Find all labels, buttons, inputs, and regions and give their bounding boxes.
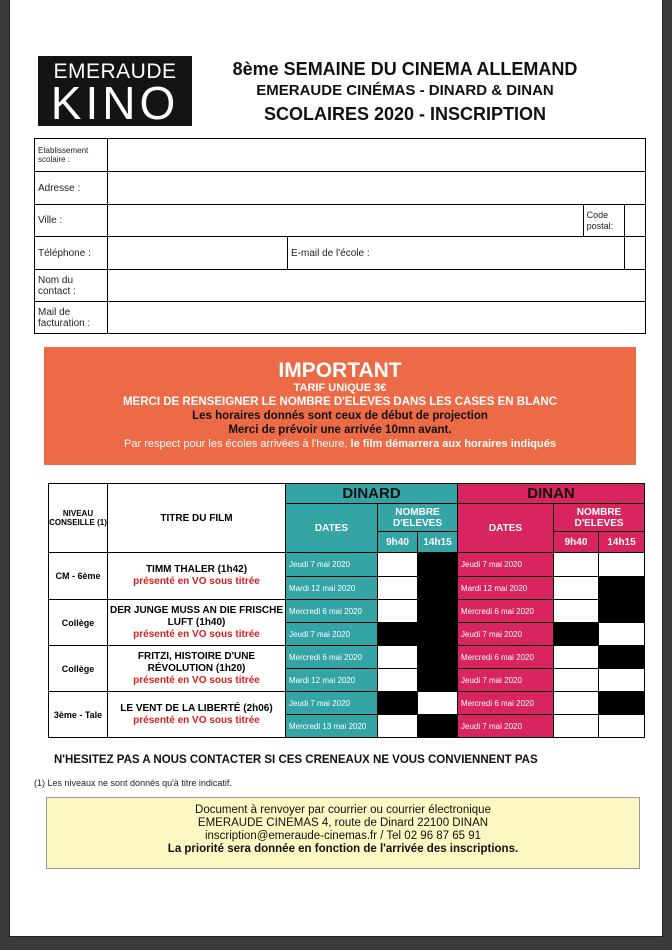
dinard-dates-header: DATES — [286, 504, 378, 553]
film2-title: DER JUNGE MUSS AN DIE FRISCHE LUFT (1h40) — [110, 604, 283, 628]
col-niveau-header: NIVEAU CONSEILLE (1) — [49, 484, 108, 553]
dinard-nombre-header: NOMBRE D'ELEVES — [378, 504, 458, 532]
film2-dinard-date2: Jeudi 7 mai 2020 — [286, 623, 378, 646]
film1-dinard-d1-1415 — [418, 553, 458, 577]
film2-title-cell — [108, 600, 286, 646]
page-title: 8ème SEMAINE DU CINEMA ALLEMAND — [232, 59, 578, 79]
instruction-line3: Merci de prévoir une arrivée 10mn avant. — [228, 424, 452, 436]
table-row — [49, 646, 645, 669]
film1-title-cell — [108, 553, 286, 600]
film3-dinan-d1-1415 — [599, 646, 645, 669]
dinard-time2: 14h15 — [418, 532, 458, 553]
footnote: (1) Les niveaux ne sont donnés qu'à titre indicatif. — [34, 778, 232, 788]
film3-dinan-d2-1415[interactable] — [599, 669, 645, 692]
facturation-label: Mail de facturation : — [35, 302, 108, 334]
film4-title: LE VENT DE LA LIBERTÉ (2h06) — [120, 702, 273, 714]
film3-dinan-d1-940[interactable] — [554, 646, 599, 669]
film2-dinan-date1: Mercredi 6 mai 2020 — [458, 600, 554, 623]
film2-dinard-d2-940 — [378, 623, 418, 646]
film4-dinan-d2-940[interactable] — [554, 715, 599, 738]
film1-dinan-d2-1415 — [599, 577, 645, 600]
dinard-time1: 9h40 — [378, 532, 418, 553]
telephone-field[interactable] — [108, 237, 288, 270]
film4-dinan-date2: Jeudi 7 mai 2020 — [458, 715, 554, 738]
page-subtitle: EMERAUDE CINÉMAS - DINARD & DINAN — [256, 82, 554, 99]
email-field[interactable] — [624, 237, 645, 270]
film2-dinard-date1: Mercredi 6 mai 2020 — [286, 600, 378, 623]
dinan-time2: 14h15 — [599, 532, 645, 553]
page-title2: SCOLAIRES 2020 - INSCRIPTION — [263, 104, 547, 124]
film4-vo: présenté en VO sous titrée — [133, 714, 260, 726]
film1-dinan-d2-940[interactable] — [554, 577, 599, 600]
film4-dinard-d2-940[interactable] — [378, 715, 418, 738]
ville-field[interactable] — [108, 205, 584, 237]
instruction-line4b: le film démarrera aux horaires indiqués — [350, 438, 556, 450]
table-row — [49, 600, 645, 623]
dinan-header: DINAN — [458, 484, 645, 504]
film3-dinard-d1-1415 — [418, 646, 458, 669]
film3-title: FRITZI, HISTOIRE D'UNE RÉVOLUTION (1h20) — [137, 650, 256, 674]
email-label: E-mail de l'école : — [288, 237, 625, 270]
table-row — [49, 553, 645, 577]
dinan-nombre-header: NOMBRE D'ELEVES — [554, 504, 645, 532]
film3-dinard-d2-1415 — [418, 669, 458, 692]
film2-dinan-d2-1415[interactable] — [599, 623, 645, 646]
dinan-time1: 9h40 — [554, 532, 599, 553]
film3-dinan-date2: Jeudi 7 mai 2020 — [458, 669, 554, 692]
registration-form — [34, 138, 646, 334]
adresse-field[interactable] — [108, 172, 646, 205]
film1-dinard-date2: Mardi 12 mai 2020 — [286, 577, 378, 600]
instruction-line4 — [44, 437, 636, 451]
film2-dinan-d1-940[interactable] — [554, 600, 599, 623]
footer-box — [46, 797, 640, 869]
footer-line1: Document à renvoyer par courrier ou courrier électronique — [195, 804, 491, 816]
film1-dinard-d2-1415 — [418, 577, 458, 600]
dinan-dates-header: DATES — [458, 504, 554, 553]
film1-dinan-date1: Jeudi 7 mai 2020 — [458, 553, 554, 577]
film3-level: Collège — [49, 646, 108, 692]
important-box — [44, 347, 636, 465]
code-postal-field[interactable] — [624, 205, 645, 237]
film4-dinard-d1-1415[interactable] — [418, 692, 458, 715]
film2-dinan-d2-940 — [554, 623, 599, 646]
film3-dinard-date2: Mardi 12 mai 2020 — [286, 669, 378, 692]
logo-line2: KINO — [50, 77, 180, 129]
film2-dinard-d2-1415 — [418, 623, 458, 646]
film3-vo: présenté en VO sous titrée — [133, 674, 260, 686]
etab-field[interactable] — [108, 139, 646, 172]
logo-line1: EMERAUDE — [53, 60, 177, 83]
film4-dinan-d1-1415 — [599, 692, 645, 715]
film3-title-cell — [108, 646, 286, 692]
film3-dinan-d2-940[interactable] — [554, 669, 599, 692]
ville-label: Ville : — [35, 205, 108, 237]
film2-dinard-d1-940[interactable] — [378, 600, 418, 623]
film2-dinard-d1-1415 — [418, 600, 458, 623]
footer-line2: EMERAUDE CINEMAS 4, route de Dinard 22100 DINAN — [197, 817, 489, 829]
film1-dinan-date2: Mardi 12 mai 2020 — [458, 577, 554, 600]
film4-dinard-d2-1415 — [418, 715, 458, 738]
telephone-label: Téléphone : — [35, 237, 108, 270]
schedule-table — [48, 483, 645, 738]
film4-dinan-date1: Mercredi 6 mai 2020 — [458, 692, 554, 715]
instruction-line2: Les horaires donnés sont ceux de début de projection — [192, 410, 488, 422]
film2-vo: présenté en VO sous titrée — [133, 628, 260, 640]
film1-title: TIMM THALER (1h42) — [145, 564, 248, 575]
film4-dinard-date2: Mercredi 13 mai 2020 — [286, 715, 378, 738]
film1-dinard-d2-940[interactable] — [378, 577, 418, 600]
film3-dinard-d1-940[interactable] — [378, 646, 418, 669]
col-titre-header: TITRE DU FILM — [108, 484, 286, 553]
film4-dinan-d2-1415[interactable] — [599, 715, 645, 738]
film4-title-cell — [108, 692, 286, 738]
contact-label: Nom du contact : — [35, 270, 108, 302]
instruction-line1: MERCI DE RENSEIGNER LE NOMBRE D'ELEVES DANS LES CASES EN BLANC — [122, 396, 558, 408]
film1-dinan-d1-1415[interactable] — [599, 553, 645, 577]
film1-vo: présenté en VO sous titrée — [133, 576, 260, 587]
film2-dinan-date2: Jeudi 7 mai 2020 — [458, 623, 554, 646]
film1-level: CM - 6ème — [49, 553, 108, 600]
header — [210, 58, 600, 127]
film1-dinard-date1: Jeudi 7 mai 2020 — [286, 553, 378, 577]
important-title: IMPORTANT — [278, 359, 402, 382]
etab-label: Etablissement scolaire : — [35, 139, 108, 172]
footer-line4 — [47, 843, 639, 856]
instruction-line4a: Par respect pour les écoles arrivées à l'heure, — [124, 438, 348, 450]
film3-dinard-d2-940[interactable] — [378, 669, 418, 692]
contact-line: N'HESITEZ PAS A NOUS CONTACTER SI CES CRENEAUX NE VOUS CONVIENNENT PAS — [54, 754, 538, 766]
film4-level: 3ème - Tale — [49, 692, 108, 738]
adresse-label: Adresse : — [35, 172, 108, 205]
film4-dinard-date1: Jeudi 7 mai 2020 — [286, 692, 378, 715]
film2-level: Collège — [49, 600, 108, 646]
code-postal-label: Code postal: — [583, 205, 624, 237]
tarif: TARIF UNIQUE 3€ — [293, 382, 387, 394]
contact-field[interactable] — [108, 270, 646, 302]
film4-dinard-d1-940 — [378, 692, 418, 715]
facturation-field[interactable] — [108, 302, 646, 334]
film1-dinan-d1-940[interactable] — [554, 553, 599, 577]
emeraude-kino-logo — [38, 56, 192, 129]
film4-dinan-d1-940[interactable] — [554, 692, 599, 715]
table-row — [49, 692, 645, 715]
document-page — [10, 0, 662, 936]
film3-dinan-date1: Mercredi 6 mai 2020 — [458, 646, 554, 669]
film2-dinan-d1-1415 — [599, 600, 645, 623]
footer-line3: inscription@emeraude-cinemas.fr / Tel 02 96 87 65 91 — [204, 830, 482, 842]
film3-dinard-date1: Mercredi 6 mai 2020 — [286, 646, 378, 669]
footer-priority: La priorité sera donnée en fonction de l'arrivée des inscriptions. — [167, 843, 519, 855]
film1-dinard-d1-940[interactable] — [378, 553, 418, 577]
dinard-header: DINARD — [286, 484, 458, 504]
